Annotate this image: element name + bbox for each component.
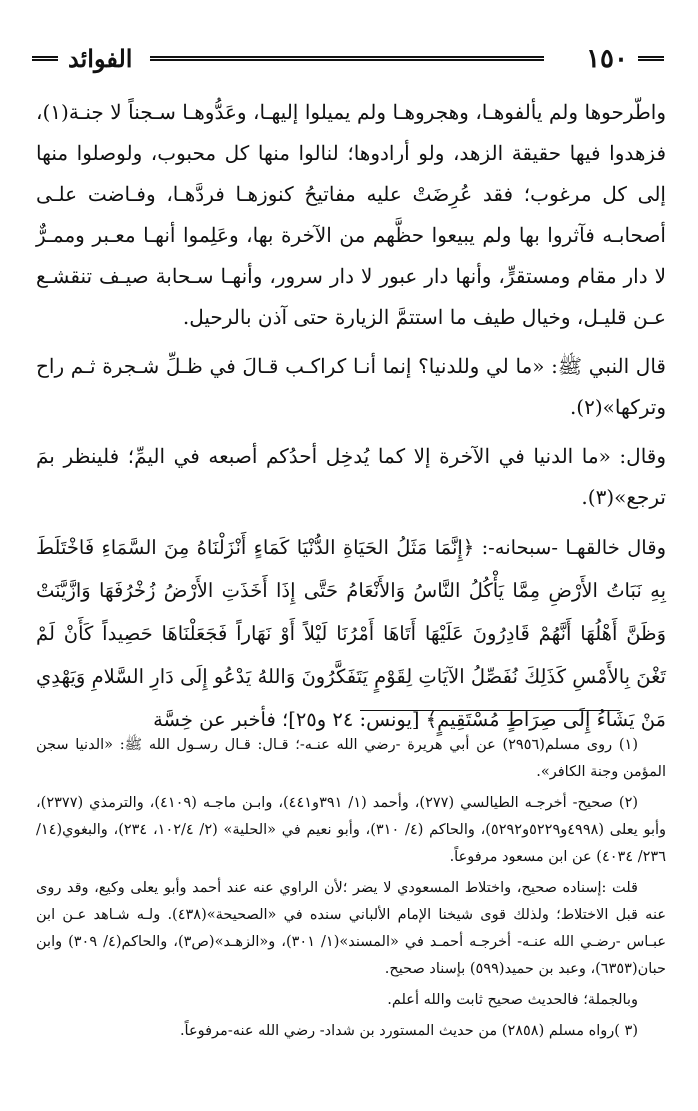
paragraph: واطّرحوها ولم يألفوهـا، وهجروهـا ولم يميلوا إليهـا، وعَدُّوهـا سـجناً لا جنـة(١)، فزهدوا فيها حقيقة الزهد، ولو أرادوها؛ لنالوا منها كل محبوب، ولوصلوا منها إلى كل مرغوب؛ فقد عُرِضَتْ عليه مفاتيحُ كنوزهـا فردَّهـا، وفـاضت علـى أصحابـه فآثروا بها ولم يبيعوا حظَّهم من الآخرة بها، وعَلِموا أنهـا معـبر وممـرٌّ لا دار مقام ومستقرٍّ، وأنها دار عبور لا دار سرور، وأنهـا سـحابة صيـف تنقشـع عـن قليـل، وخيال طيف ما استتمَّ الزيارة حتى آذن بالرحيل.: [36, 100, 666, 329]
main-text: [36, 92, 666, 749]
hadith-paragraph: وقال: «ما الدنيا في الآخرة إلا كما يُدخِل أحدُكم أصبعه في اليمِّ؛ فلينظر بمَ ترجع»(٣).: [36, 444, 667, 509]
footnote-separator: [360, 710, 620, 711]
footnote-2-conclusion: وبالجملة؛ فالحديث صحيح ثابت والله أعلم.: [387, 992, 638, 1008]
page-number: ١٥٠: [586, 44, 628, 74]
footnotes: [36, 732, 666, 1049]
footnote-3: (٣ )رواه مسلم (٢٨٥٨) من حديث المستورد بن شداد- رضي الله عنه-مرفوعاً.: [179, 1023, 638, 1039]
running-header: [32, 42, 664, 76]
footnote-1: (١) روى مسلم(٢٩٥٦) عن أبي هريرة -رضي الله عنـه-؛ قـال: قـال رسـول الله ﷺ: «الدنيا سجن المؤمن وجنة الكافر».: [36, 737, 666, 780]
header-ornament-right: [638, 56, 664, 61]
footnote-2-note: قلت :إسناده صحيح، واختلاط المسعودي لا يضر ؛لأن الراوي عنه عند أحمد وأبو يعلى وكيع، وقد روى عنه قبل الاختلاط؛ ولذلك قوى شيخنا الإمام الألباني سنده في «الصحيحة»(٤٣٨). ولـه شـاهد عـن ابن عبـاس -رضـي الله عنـه- أخرجـه أحمـد في «المسند»(١/ ٣٠١)، و«الزهـد»(ص٣)، والحاكم(٤/ ٣٠٩) وابن حبان(٦٣٥٣)، وعبد بن حميد(٥٩٩) بإسناد صحيح.: [36, 880, 666, 977]
header-ornament-left: [32, 56, 58, 61]
footnote-2: (٢) صحيح- أخرجـه الطيالسي (٢٧٧)، وأحمد (١/ ٣٩١و٤٤١)، وابـن ماجـه (٤١٠٩)، والترمذي (٢٣٧٧)، وأبو يعلى (٤٩٩٨و٥٢٢٩و٥٢٩٢)، والحاكم (٤/ ٣١٠)، وأبو نعيم في «الحلية» (٢/ ١٠٢/٤، ٢٣٤)، والبغوي(١٤/ ٢٣٦/ ٤٠٣٤) عن ابن مسعود مرفوعاً.: [36, 795, 667, 865]
hadith-paragraph: قال النبي ﷺ: «ما لي وللدنيا؟ إنما أنـا كراكـب قـالَ في ظـلِّ شـجرة ثـم راح وتركها»(٢).: [36, 354, 666, 419]
header-rule: [150, 56, 544, 61]
book-title: الفوائد: [68, 44, 133, 73]
quran-paragraph: وقال خالقهـا -سبحانه-: ﴿إِنَّمَا مَثَلُ الحَيَاةِ الدُّنْيَا كَمَاءٍ أَنْزَلْنَاهُ مِنَ السَّمَاءِ فَاخْتَلَطَ بِهِ نَبَاتُ الأَرْضِ مِمَّا يَأْكُلُ النَّاسُ وَالأَنْعَامُ حَتَّى إِذَا أَخَذَتِ الأَرْضُ زُخْرُفَهَا وَازَّيَّنَتْ وَظَنَّ أَهْلُهَا أَنَّهُمْ قَادِرُونَ عَلَيْهَا أَتَاهَا أَمْرُنَا لَيْلاً أَوْ نَهَاراً فَجَعَلْنَاهَا حَصِيداً كَأَنْ لَمْ تَغْنَ بِالأَمْسِ كَذَلِكَ نُفَصِّلُ الآيَاتِ لِقَوْمٍ يَتَفَكَّرُونَ وَاللهُ يَدْعُو إِلَى دَارِ السَّلامِ وَيَهْدِي مَنْ يَشَاءُ إِلَى صِرَاطٍ مُسْتَقِيمٍ﴾ [يونس: ٢٤ و٢٥]؛ فأخبر عن خِسَّة: [36, 536, 666, 731]
